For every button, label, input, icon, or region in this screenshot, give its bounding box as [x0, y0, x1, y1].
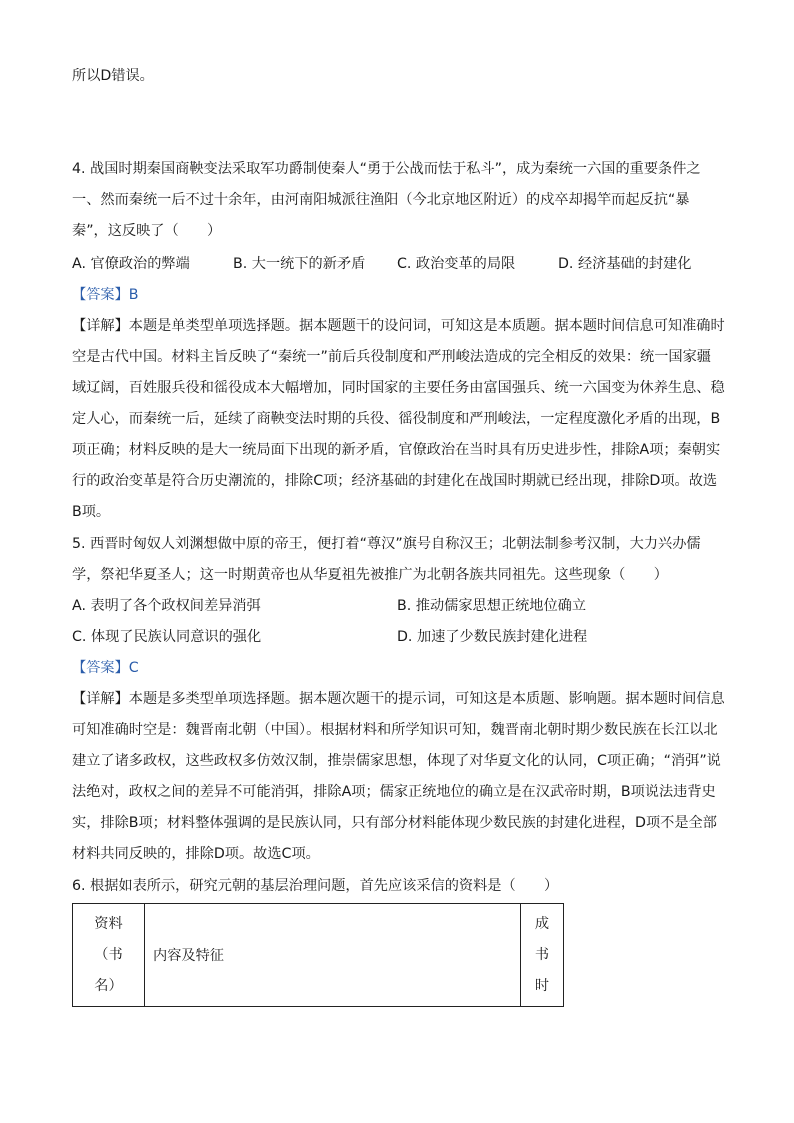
q6-stem: 6. 根据如表所示，研究元朝的基层治理问题，首先应该采信的资料是（ ）	[72, 878, 559, 894]
q4-answer-tag: 【答案】B	[72, 287, 139, 303]
q4-explain-5: 项正确；材料反映的是大一统局面下出现的新矛盾，官僚政治在当时具有历史进步性，排除A项；秦朝实	[72, 442, 721, 458]
q4-stem-2: 一、然而秦统一后不过十余年，由河南阳城派往渔阳（今北京地区附近）的戍卒却揭竿而起反抗“暴	[72, 192, 690, 208]
q5-option-b: B. 推动儒家思想正统地位确立	[397, 598, 587, 614]
q5-stem-1: 5. 西晋时匈奴人刘渊想做中原的帝王，便打着“尊汉”旗号自称汉王；北朝法制参考汉制，大力兴办儒	[72, 536, 701, 552]
q4-explain-4: 定人心，而秦统一后，延续了商鞅变法时期的兵役、徭役制度和严刑峻法，一定程度激化矛盾的出现，B	[72, 411, 721, 427]
q5-explain-1: 【详解】本题是多类型单项选择题。据本题次题干的提示词，可知这是本质题、影响题。据本题时间信息	[72, 691, 725, 707]
table-header-date: 成 书 时	[521, 904, 564, 1007]
q4-option-d: D. 经济基础的封建化	[558, 256, 692, 272]
q5-stem-2: 学，祭祀华夏圣人；这一时期黄帝也从华夏祖先被推广为北朝各族共同祖先。这些现象（ ）	[72, 567, 668, 583]
q4-explain-3: 域辽阔，百姓服兵役和徭役成本大幅增加，同时国家的主要任务由富国强兵、统一六国变为休养生息、稳	[72, 380, 725, 396]
q4-option-a: A. 官僚政治的弊端	[72, 256, 190, 272]
table-header-source: 资料 （书 名）	[73, 904, 145, 1007]
q4-stem-1: 4. 战国时期秦国商鞅变法采取军功爵制使秦人“勇于公战而怯于私斗”，成为秦统一六国的重要条件之	[72, 161, 701, 177]
table-row	[73, 904, 564, 1007]
q4-explain-6: 行的政治变革是符合历史潮流的，排除C项；经济基础的封建化在战国时期就已经出现，排除D项。故选	[72, 473, 718, 489]
q5-explain-3: 建立了诸多政权，这些政权多仿效汉制，推崇儒家思想，体现了对华夏文化的认同，C项正确；“消弭”说	[72, 753, 721, 769]
q5-explain-2: 可知准确时空是：魏晋南北朝（中国）。根据材料和所学知识可知，魏晋南北朝时期少数民族在长江以北	[72, 722, 718, 738]
q5-explain-4: 法绝对，政权之间的差异不可能消弭，排除A项；儒家正统地位的确立是在汉武帝时期，B项说法违背史	[72, 784, 716, 800]
q5-explain-5: 实，排除B项；材料整体强调的是民族认同，只有部分材料能体现少数民族的封建化进程，D项不是全部	[72, 815, 717, 831]
source-table	[72, 903, 564, 1007]
q4-explain-1: 【详解】本题是单类型单项选择题。据本题题干的设问词，可知这是本质题。据本题时间信息可知准确时	[72, 318, 725, 334]
q5-explain-6: 材料共同反映的，排除D项。故选C项。	[72, 846, 320, 862]
q4-stem-3: 秦”，这反映了（ ）	[72, 223, 222, 239]
q5-option-a: A. 表明了各个政权间差异消弭	[72, 598, 261, 614]
line-0: 所以D错误。	[72, 68, 154, 84]
q5-option-c: C. 体现了民族认同意识的强化	[72, 629, 262, 645]
q4-option-c: C. 政治变革的局限	[397, 256, 516, 272]
table-header-content: 内容及特征	[145, 904, 521, 1007]
q4-explain-7: B项。	[72, 504, 111, 520]
q5-answer-tag: 【答案】C	[72, 660, 139, 676]
q4-option-b: B. 大一统下的新矛盾	[233, 256, 366, 272]
q4-explain-2: 空是古代中国。材料主旨反映了“秦统一”前后兵役制度和严刑峻法造成的完全相反的效果：统一国家疆	[72, 349, 711, 365]
q5-option-d: D. 加速了少数民族封建化进程	[397, 629, 588, 645]
